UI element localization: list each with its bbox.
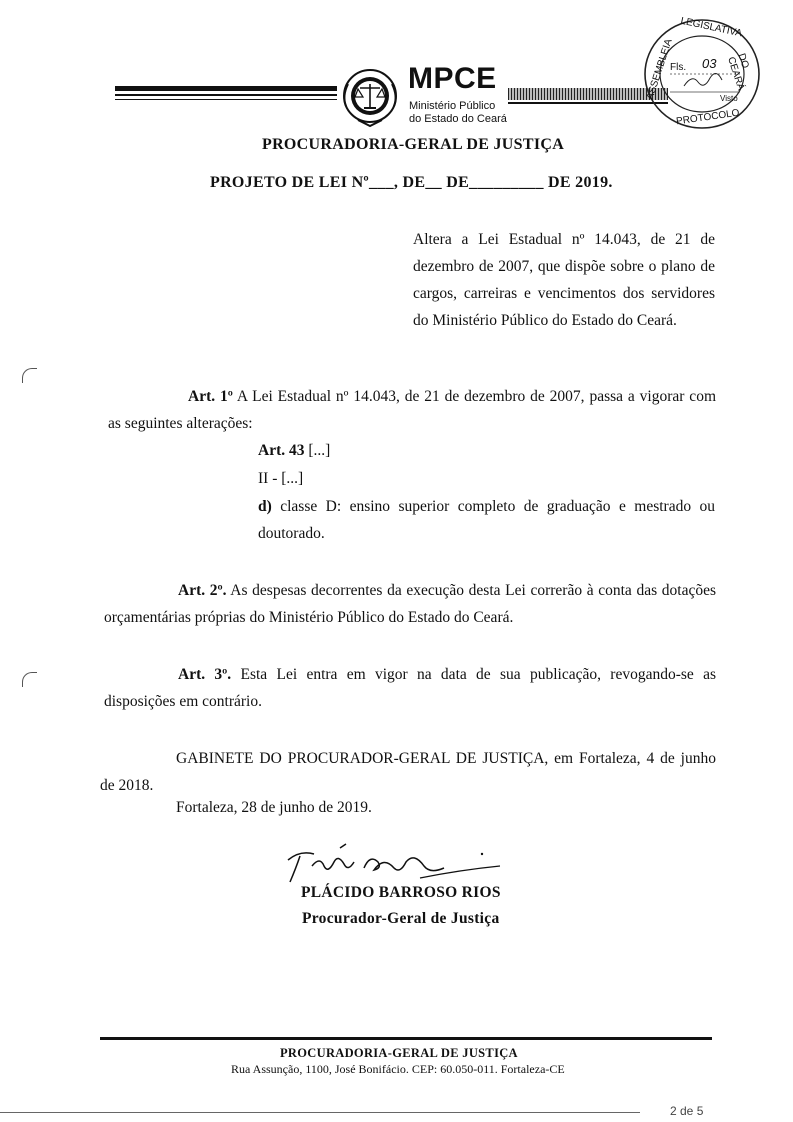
logo-subtitle-2: do Estado do Ceará: [409, 113, 507, 125]
article-43-label: Art. 43: [258, 442, 305, 459]
article-2-label: Art. 2º.: [178, 582, 227, 599]
logo-subtitle-1: Ministério Público: [409, 100, 496, 112]
page-number: 2 de 5: [670, 1104, 704, 1118]
scan-mark-1: [22, 368, 37, 383]
bill-title: PROJETO DE LEI Nº___, DE__ DE_________ DE 2019.: [210, 174, 613, 191]
article-1: [108, 383, 716, 437]
mpce-emblem-icon: [336, 66, 404, 128]
alinea-d-label: d): [258, 498, 272, 515]
inciso-ii: II - [...]: [258, 470, 304, 487]
header-bar-left-thin2: [115, 99, 337, 100]
article-1-label: Art. 1º: [188, 388, 233, 405]
footer-address: Rua Assunção, 1100, José Bonifácio. CEP: 60.050-011. Fortaleza-CE: [231, 1062, 565, 1076]
office-heading: PROCURADORIA-GERAL DE JUSTIÇA: [262, 136, 565, 153]
stamp-arc-left: ASSEMBLEIA: [644, 37, 675, 102]
header-bar-left-thin: [115, 94, 337, 96]
article-2-text: As despesas decorrentes da execução desta Lei correrão à conta das dotações orçamentárias próprias do Ministério Público do Estado do Ceará.: [104, 582, 716, 626]
gabinete-line: GABINETE DO PROCURADOR-GERAL DE JUSTIÇA, em Fortaleza, 4 de junho de 2018.: [100, 750, 716, 794]
page-bottom-rule: [0, 1112, 640, 1113]
logo-name: MPCE: [408, 62, 497, 95]
stamp-arc-bottom: PROTOCOLO: [675, 107, 741, 128]
handwritten-signature: [280, 838, 510, 888]
signatory-role: Procurador-Geral de Justiça: [302, 910, 500, 927]
article-3: [104, 661, 716, 715]
stamp-arc-top: LEGISLATIVA: [679, 15, 743, 40]
article-2: [104, 577, 716, 631]
alinea-d-text: classe D: ensino superior completo de graduação e mestrado ou doutorado.: [258, 498, 715, 542]
stamp-fls-label: Fls.: [670, 62, 687, 73]
ementa: Altera a Lei Estadual nº 14.043, de 21 de dezembro de 2007, que dispõe sobre o plano de cargos, carreiras e vencimentos dos servidores do Ministério Público do Estado do Ceará.: [413, 231, 715, 329]
article-43-text: [...]: [304, 442, 331, 459]
signatory-name: PLÁCIDO BARROSO RIOS: [301, 884, 501, 901]
article-1-text: A Lei Estadual nº 14.043, de 21 de dezembro de 2007, passa a vigorar com as seguintes alterações:: [108, 388, 716, 432]
article-43: [258, 437, 330, 464]
date-line: Fortaleza, 28 de junho de 2019.: [176, 799, 372, 816]
stamp-fls-value: 03: [702, 56, 717, 71]
alinea-d: [258, 493, 715, 547]
scan-mark-2: [22, 672, 37, 687]
footer-rule: [100, 1037, 712, 1040]
stamp-arc-right: DO CEARÁ: [725, 52, 751, 92]
footer-office: PROCURADORIA-GERAL DE JUSTIÇA: [280, 1046, 518, 1060]
stamp-visto-label: Visto: [720, 94, 738, 103]
article-3-text: Esta Lei entra em vigor na data de sua publicação, revogando-se as disposições em contrário.: [104, 666, 716, 710]
protocol-stamp: [640, 14, 765, 134]
article-3-label: Art. 3º.: [178, 666, 232, 683]
header-bar-left-thick: [115, 86, 337, 91]
